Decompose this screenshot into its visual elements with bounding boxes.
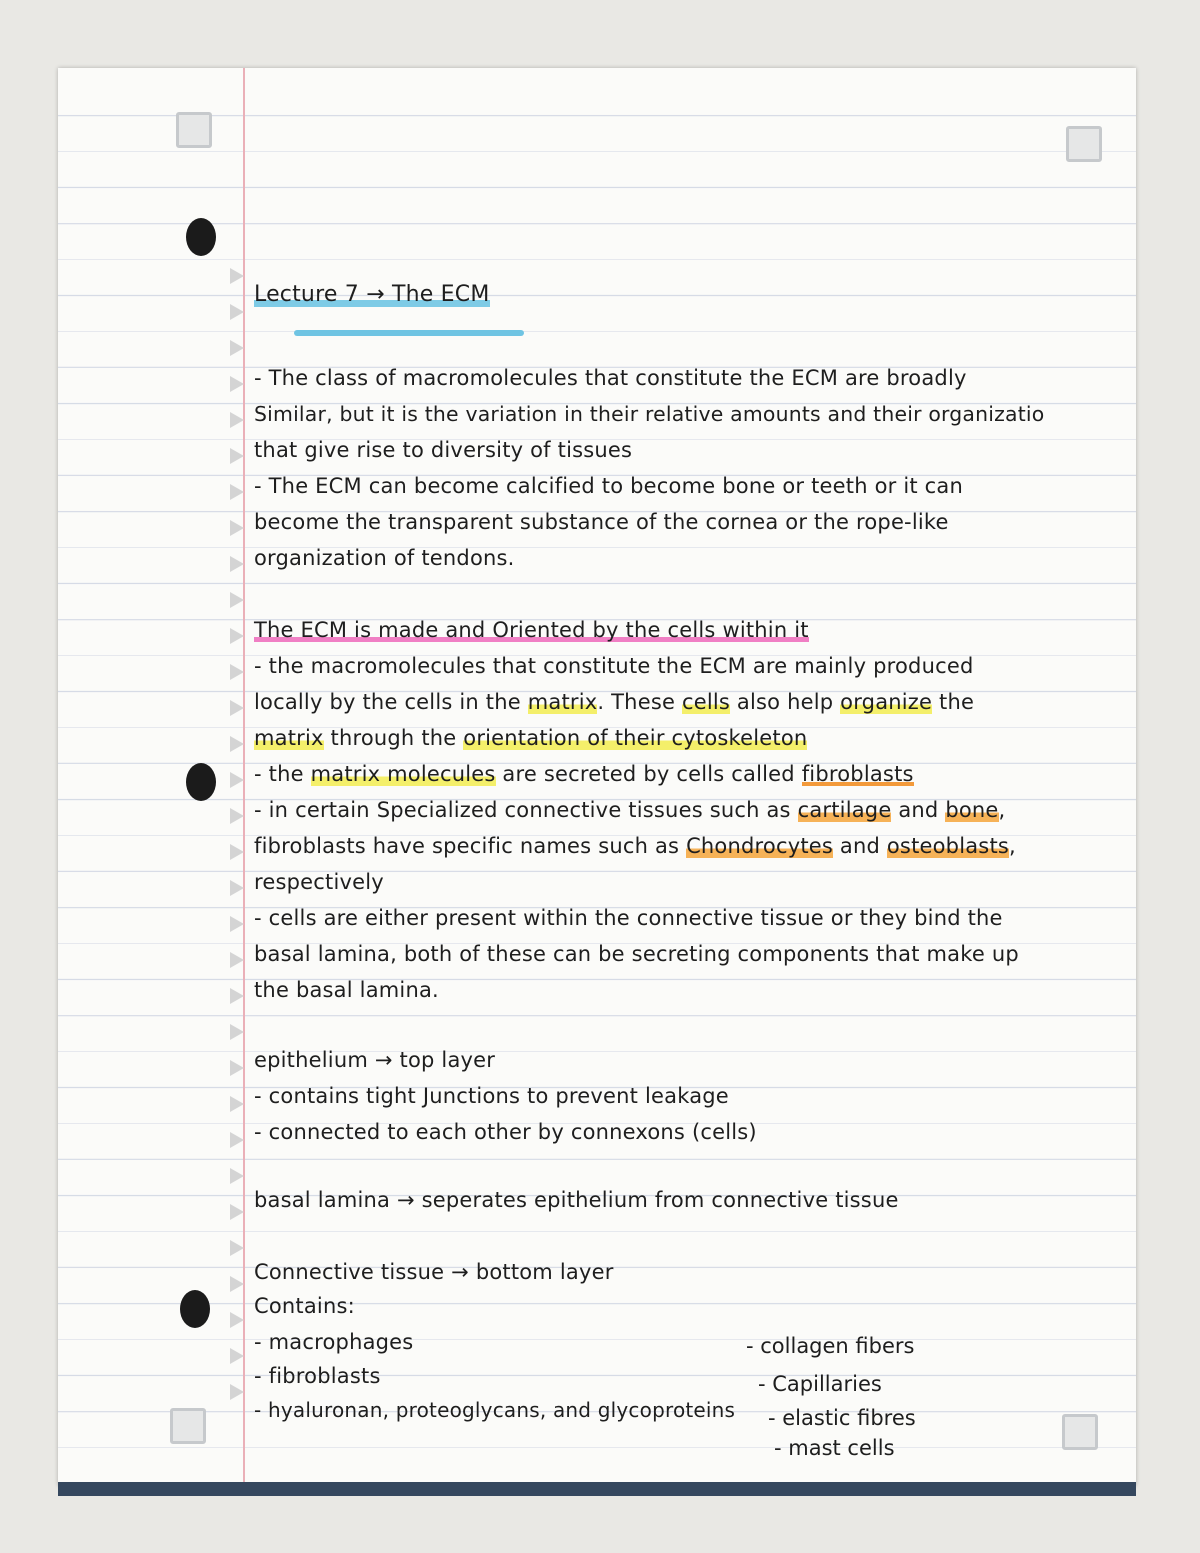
highlight: bone [945, 798, 999, 822]
highlight: cartilage [797, 798, 892, 822]
margin-triangle [230, 1168, 244, 1184]
note-line: - The class of macromolecules that constitute the ECM are broadly [254, 366, 967, 390]
highlight: cells [681, 690, 731, 714]
corner-marker-bottom-right [1062, 1414, 1098, 1450]
note-line: - cells are either present within the connective tissue or they bind the [254, 906, 1003, 930]
note-line: respectively [254, 870, 384, 894]
margin-triangle [230, 844, 244, 860]
margin-triangle [230, 448, 244, 464]
note-line [254, 834, 1016, 858]
list-item: - mast cells [774, 1436, 895, 1460]
margin-triangle [230, 772, 244, 788]
title-text: Lecture 7 → The ECM [254, 282, 490, 307]
text: and [833, 834, 887, 858]
title-underline [294, 330, 524, 336]
margin-triangle [230, 268, 244, 284]
margin-triangle [230, 1348, 244, 1364]
highlight: fibroblasts [801, 762, 914, 786]
note-line: basal lamina, both of these can be secreting components that make up [254, 942, 1019, 966]
list-item: - elastic fibres [768, 1406, 916, 1430]
note-line [254, 798, 1005, 822]
margin-triangle [230, 1096, 244, 1112]
note-line [254, 762, 914, 786]
note-line: the basal lamina. [254, 978, 439, 1002]
list-item: - macrophages [254, 1330, 414, 1354]
note-line: organization of tendons. [254, 546, 515, 570]
page-title [254, 282, 490, 307]
margin-triangle [230, 736, 244, 752]
margin-triangle [230, 592, 244, 608]
list-item: - hyaluronan, proteoglycans, and glycoproteins [254, 1398, 736, 1422]
margin-triangle [230, 700, 244, 716]
note-line: - The ECM can become calcified to become bone or teeth or it can [254, 474, 963, 498]
margin-triangle [230, 1276, 244, 1292]
margin-triangle [230, 1240, 244, 1256]
margin-triangle [230, 628, 244, 644]
note-line: - connected to each other by connexons (cells) [254, 1120, 757, 1144]
margin-triangle [230, 304, 244, 320]
punch-hole-bottom [180, 1290, 210, 1328]
corner-marker-bottom-left [170, 1408, 206, 1444]
highlight: matrix molecules [310, 762, 496, 786]
punch-hole-top [186, 218, 216, 256]
notebook-page [58, 68, 1136, 1486]
section-heading [254, 618, 809, 642]
highlight: osteoblasts [886, 834, 1010, 858]
margin-triangle [230, 988, 244, 1004]
margin-triangle [230, 808, 244, 824]
note-line: Similar, but it is the variation in their relative amounts and their organizatio [254, 402, 1045, 426]
page-bottom-edge [58, 1482, 1136, 1496]
punch-hole-middle [186, 763, 216, 801]
margin-triangle [230, 520, 244, 536]
margin-triangle [230, 1024, 244, 1040]
note-line: epithelium → top layer [254, 1048, 496, 1072]
note-line: - the macromolecules that constitute the ECM are mainly produced [254, 654, 974, 678]
list-item: - fibroblasts [254, 1364, 381, 1388]
note-line: become the transparent substance of the cornea or the rope-like [254, 510, 949, 534]
margin-triangle [230, 1132, 244, 1148]
note-line [254, 690, 974, 714]
text: , [1009, 834, 1016, 858]
section-heading-text: The ECM is made and Oriented by the cells within it [254, 618, 809, 642]
margin-triangle [230, 880, 244, 896]
margin-triangle [230, 952, 244, 968]
note-line: Connective tissue → bottom layer [254, 1260, 614, 1284]
note-line: basal lamina → seperates epithelium from connective tissue [254, 1188, 899, 1212]
note-line: Contains: [254, 1294, 355, 1318]
text: through the [323, 726, 464, 750]
note-line: that give rise to diversity of tissues [254, 438, 633, 462]
corner-marker-top-right [1066, 126, 1102, 162]
text: - the [254, 762, 311, 786]
margin-triangle [230, 916, 244, 932]
note-line: - contains tight Junctions to prevent leakage [254, 1084, 729, 1108]
highlight: orientation of their cytoskeleton [463, 726, 808, 750]
text: are secreted by cells called [495, 762, 802, 786]
text: locally by the cells in the [254, 690, 528, 714]
margin-triangle [230, 1204, 244, 1220]
text: and [891, 798, 946, 822]
highlight: Chondrocytes [686, 834, 834, 858]
highlight: matrix [254, 726, 324, 750]
margin-triangle [230, 1312, 244, 1328]
note-line [254, 726, 807, 750]
margin-triangle [230, 412, 244, 428]
text: also help [730, 690, 841, 714]
margin-triangle [230, 556, 244, 572]
list-item: - collagen fibers [746, 1334, 915, 1358]
margin-triangle [230, 376, 244, 392]
margin-triangle [230, 664, 244, 680]
corner-marker-top-left [176, 112, 212, 148]
margin-triangle [230, 1384, 244, 1400]
margin-triangle [230, 484, 244, 500]
margin-triangle [230, 1060, 244, 1076]
list-item: - Capillaries [758, 1372, 882, 1396]
text: the [932, 690, 975, 714]
text: - in certain Specialized connective tissues such as [254, 798, 798, 822]
text: , [998, 798, 1006, 822]
text: fibroblasts have specific names such as [254, 834, 687, 858]
highlight: matrix [527, 690, 598, 714]
text: . These [597, 690, 682, 714]
highlight: organize [840, 690, 933, 714]
margin-triangle [230, 340, 244, 356]
